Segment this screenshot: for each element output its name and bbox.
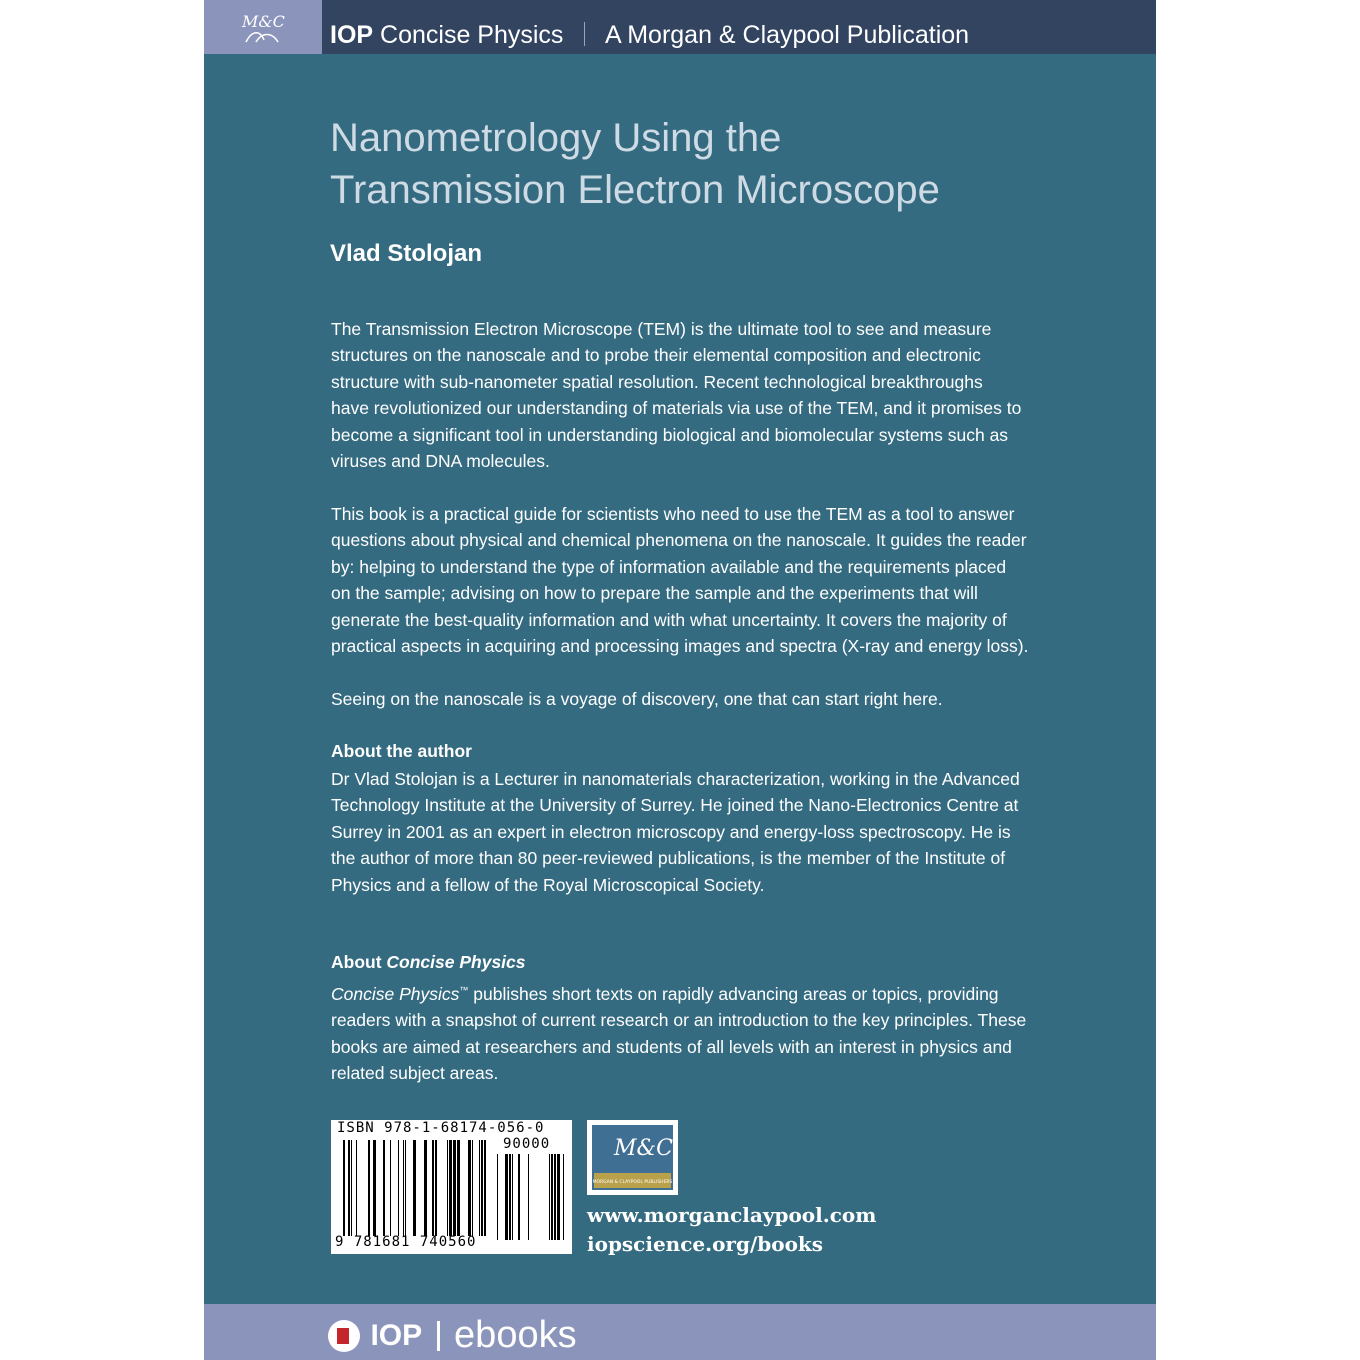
about-series-heading: About Concise Physics: [331, 952, 526, 972]
blurb-paragraph-1: The Transmission Electron Microscope (TEM) is the ultimate tool to see and measure structures on the nanoscale and to probe their elemental composition and electronic structure with sub-nanometer spatial resolution. Recent technological breakthroughs have revolutionized our understanding of materials via use of the TEM, and it promises to become a significant tool in understanding biological and biomolecular systems such as viruses and DNA molecules.: [331, 319, 1022, 472]
publisher-name: A Morgan & Claypool Publication: [604, 21, 970, 49]
morganclaypool-link[interactable]: www.morganclaypool.com: [587, 1203, 877, 1227]
iopscience-link[interactable]: iopscience.org/books: [587, 1232, 824, 1256]
series-divider: [584, 22, 585, 46]
about-author-text: Dr Vlad Stolojan is a Lecturer in nanomaterials characterization, working in the Advanced Technology Institute at the University of Surrey. He joined the Nano-Electronics Centre at Surrey in 2001 as an expert in electron microscopy and energy-loss spectroscopy. He is the author of more than 80 peer-reviewed publications, is the member of the Institute of Physics and a fellow of the Royal Microscopical Society.: [331, 769, 1020, 895]
iop-wordmark: IOP: [370, 1318, 423, 1352]
book-author: Vlad Stolojan: [330, 240, 483, 267]
iop-ebooks-logo: [328, 1314, 577, 1356]
book-back-cover: [204, 0, 1156, 1360]
series-iop: IOP: [330, 21, 374, 49]
mc-crest-icon: [592, 1125, 673, 1190]
isbn-number: ISBN 978-1-68174-056-0: [337, 1120, 545, 1136]
blurb-paragraph-2: This book is a practical guide for scientists who need to use the TEM as a tool to answer questions about physical and chemical phenomena on the nanoscale. It guides the reader by: helping to understand the type of information available and the requirements placed on the sample; advising on how to prepare the sample and the experiments that will generate the best-quality information and with what uncertainty. It covers the majority of practical aspects in acquiring and processing images and spectra (X-ray and energy loss).: [331, 504, 1029, 657]
about-author-heading: About the author: [331, 741, 472, 761]
mc-monogram-icon: [238, 12, 288, 46]
isbn-barcode: [331, 1120, 572, 1254]
ebooks-footer-bar: [204, 1304, 1156, 1360]
barcode-addon-number: 90000: [503, 1136, 551, 1152]
series-line: [330, 0, 969, 54]
about-series-text: Concise Physics™ publishes short texts on rapidly advancing areas or topics, providing readers with a snapshot of current research or an introduction to the key principles. These books are aimed at researchers and students of all levels with an interest in physics and related subject areas.: [331, 983, 1027, 1084]
ebooks-wordmark: ebooks: [454, 1314, 577, 1356]
publisher-logo: [587, 1120, 678, 1195]
book-title: Nanometrology Using the Transmission Electron Microscope: [330, 116, 940, 212]
series-header-bar: [204, 0, 1156, 54]
svg-text:MORGAN & CLAYPOOL PUBLISHERS: MORGAN & CLAYPOOL PUBLISHERS: [592, 1180, 673, 1185]
series-name: Concise Physics: [380, 21, 564, 49]
iop-circle-icon: [328, 1320, 360, 1352]
svg-text:M&C: M&C: [614, 1136, 673, 1161]
blurb-paragraph-3: Seeing on the nanoscale is a voyage of discovery, one that can start right here.: [331, 689, 943, 709]
svg-text:M&C: M&C: [242, 12, 285, 31]
mc-logo-box: [204, 0, 322, 54]
barcode-digits: 9 781681 740560: [335, 1234, 477, 1250]
